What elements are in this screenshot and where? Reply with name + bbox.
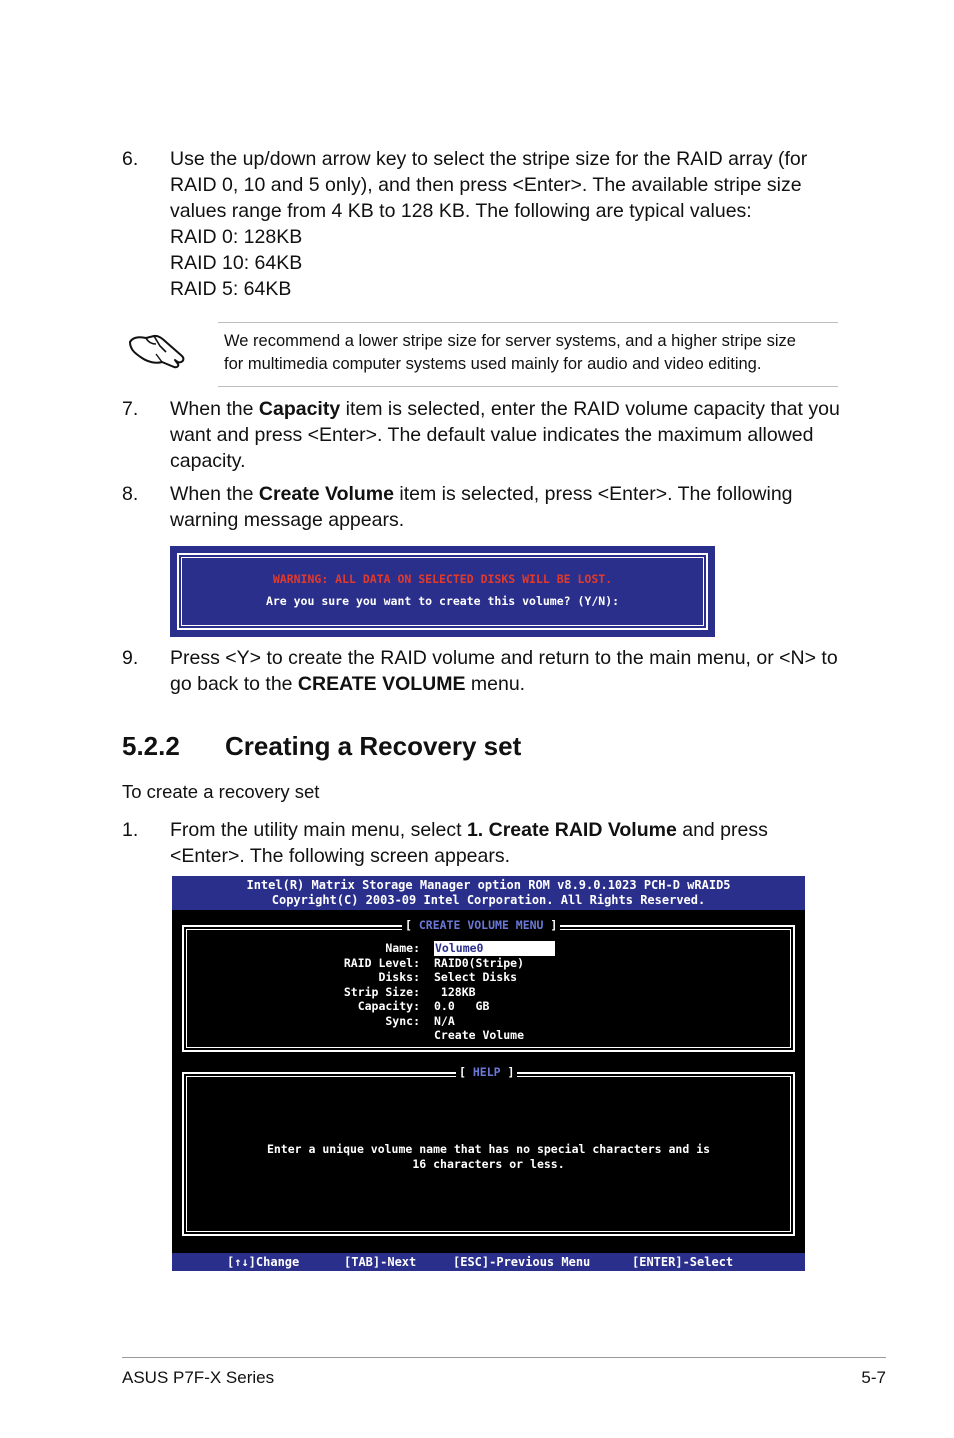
help-title: [ HELP ] xyxy=(456,1065,517,1079)
text-run: When the xyxy=(170,483,259,505)
step-line: values range from 4 KB to 128 KB. The following are typical values: xyxy=(170,200,752,222)
name-label: Name: xyxy=(385,941,420,955)
footer-product: ASUS P7F-X Series xyxy=(122,1368,275,1387)
step-line xyxy=(170,396,850,422)
section-number: 5.2.2 xyxy=(122,731,180,761)
capacity-value[interactable]: 0.0 GB xyxy=(434,999,490,1013)
step-text xyxy=(170,817,850,869)
note-bottom-rule xyxy=(218,386,838,387)
confirm-prompt[interactable]: Are you sure you want to create this volume? (Y/N): xyxy=(265,594,620,608)
step-6 xyxy=(0,146,954,306)
create-volume-menu-frame xyxy=(182,918,795,1052)
next-hint: [TAB]-Next xyxy=(344,1255,417,1269)
step-9 xyxy=(0,645,954,701)
capacity-label: Capacity: xyxy=(357,999,420,1013)
name-input[interactable] xyxy=(434,941,555,956)
text-run: From the utility main menu, select xyxy=(170,819,467,841)
capacity-term: Capacity xyxy=(258,398,341,420)
sync-value[interactable]: N/A xyxy=(434,1013,455,1028)
raid10-value: RAID 10: 64KB xyxy=(170,252,303,274)
create-raid-volume-term: 1. Create RAID Volume xyxy=(466,819,677,841)
step-7 xyxy=(0,396,954,476)
step-line: RAID 0, 10 and 5 only), and then press <Enter>. The available stripe size xyxy=(170,174,802,196)
create-volume-option[interactable]: Create Volume xyxy=(434,1028,525,1042)
step-line: Press <Y> to create the RAID volume and return to the main menu, or <N> to xyxy=(170,647,838,669)
note-top-rule xyxy=(218,322,838,323)
warning-dialog xyxy=(170,546,715,637)
text-run: and press xyxy=(676,819,768,841)
sync-label: Sync: xyxy=(385,1013,420,1028)
intro-text: To create a recovery set xyxy=(122,781,320,802)
step-line xyxy=(170,817,850,843)
text-run: When the xyxy=(170,398,259,420)
create-volume-term: Create Volume xyxy=(258,483,394,505)
help-frame xyxy=(182,1065,795,1236)
step-line: Use the up/down arrow key to select the stripe size for the RAID array (for xyxy=(170,148,808,170)
step-line: want and press <Enter>. The default value indicates the maximum allowed xyxy=(170,424,814,446)
step-number: 8. xyxy=(122,483,139,505)
disks-value[interactable]: Select Disks xyxy=(434,970,518,984)
bios-header-copyright: Copyright(C) 2003-09 Intel Corporation. All Rights Reserved. xyxy=(271,893,706,907)
section-title: Creating a Recovery set xyxy=(225,731,522,761)
text-run: item is selected, enter the RAID volume capacity that you xyxy=(340,398,840,420)
raid-level-label: RAID Level: xyxy=(343,955,420,970)
raid0-value: RAID 0: 128KB xyxy=(170,226,303,248)
raid5-value: RAID 5: 64KB xyxy=(170,278,292,300)
note-line: for multimedia computer systems used mainly for audio and video editing. xyxy=(224,355,762,373)
warning-dialog-frame xyxy=(177,553,708,630)
warning-message: WARNING: ALL DATA ON SELECTED DISKS WILL BE LOST. xyxy=(272,572,613,586)
bios-create-volume-screen xyxy=(172,876,805,1271)
previous-menu-hint: [ESC]-Previous Menu xyxy=(453,1255,591,1269)
step-line xyxy=(170,481,850,507)
bios-header xyxy=(172,876,805,910)
text-run: go back to the xyxy=(170,673,298,695)
step-8 xyxy=(0,481,954,537)
step-text xyxy=(170,396,850,474)
text-run: menu. xyxy=(465,673,526,695)
select-hint: [ENTER]-Select xyxy=(632,1255,734,1269)
step-1 xyxy=(0,817,954,873)
step-line: warning message appears. xyxy=(170,509,405,531)
raid-level-value[interactable]: RAID0(Stripe) xyxy=(434,955,525,970)
step-number: 7. xyxy=(122,398,139,420)
footer-page-number: 5-7 xyxy=(861,1368,886,1387)
strip-size-value[interactable]: 128KB xyxy=(434,984,476,999)
note-text xyxy=(224,330,844,376)
help-title-text: HELP xyxy=(472,1065,501,1079)
bios-footer xyxy=(172,1253,805,1271)
text-run: item is selected, press <Enter>. The following xyxy=(394,483,793,505)
change-hint: [↑↓]Change xyxy=(227,1255,300,1269)
strip-size-label: Strip Size: xyxy=(343,984,420,999)
bios-header-version: Intel(R) Matrix Storage Manager option ROM v8.9.0.1023 PCH-D wRAID5 xyxy=(246,878,731,892)
step-line: capacity. xyxy=(170,450,246,472)
step-number: 9. xyxy=(122,647,139,669)
step-number: 6. xyxy=(122,148,139,170)
help-text-line: Enter a unique volume name that has no special characters and is xyxy=(266,1142,711,1156)
help-text-line: 16 characters or less. xyxy=(412,1156,565,1171)
step-number: 1. xyxy=(122,819,139,841)
step-text xyxy=(170,481,850,533)
step-line xyxy=(170,671,850,697)
step-text xyxy=(170,645,850,697)
name-value[interactable]: Volume0 xyxy=(434,941,555,956)
menu-title-text: CREATE VOLUME MENU xyxy=(418,918,544,932)
pointing-hand-icon xyxy=(126,322,188,370)
step-text xyxy=(170,146,850,302)
create-volume-menu-term: CREATE VOLUME xyxy=(297,673,466,695)
menu-title: [ CREATE VOLUME MENU ] xyxy=(402,918,560,932)
disks-label: Disks: xyxy=(378,970,420,984)
note-line: We recommend a lower stripe size for server systems, and a higher stripe size xyxy=(224,332,796,350)
step-line: <Enter>. The following screen appears. xyxy=(170,845,511,867)
footer-rule xyxy=(122,1357,886,1358)
